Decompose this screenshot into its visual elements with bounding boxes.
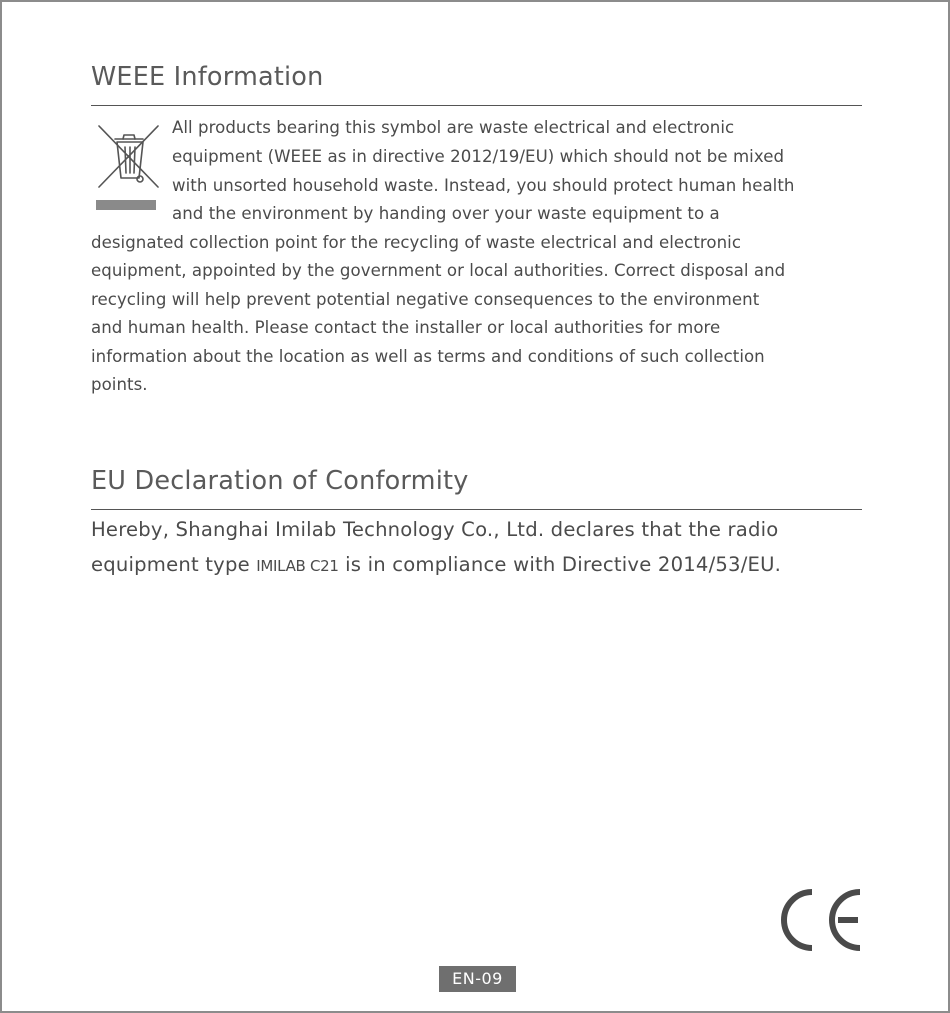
declaration-text-line: Hereby, Shanghai Imilab Technology Co., Ltd. declares that the radio (91, 518, 779, 541)
weee-text-line: with unsorted household waste. Instead, you should protect human health (172, 176, 795, 195)
crossed-out-wheelie-bin-icon (96, 123, 162, 213)
weee-text-line: and human health. Please contact the installer or local authorities for more (91, 318, 721, 337)
weee-text-line: information about the location as well as terms and conditions of such collection (91, 347, 765, 366)
weee-text-line: and the environment by handing over your waste equipment to a (172, 204, 720, 223)
model-name: IMILAB C21 (256, 557, 339, 575)
declaration-prefix: equipment type (91, 553, 250, 576)
declaration-text-line (91, 553, 781, 578)
weee-text-line: equipment, appointed by the government or local authorities. Correct disposal and (91, 261, 786, 280)
weee-text-line: All products bearing this symbol are waste electrical and electronic (172, 118, 735, 137)
weee-text-line: points. (91, 375, 148, 394)
weee-underline-bar (96, 200, 156, 210)
weee-section-title: WEEE Information (91, 62, 324, 92)
ce-mark-icon (776, 887, 864, 953)
weee-text-line: designated collection point for the recycling of waste electrical and electronic (91, 233, 742, 252)
declaration-title-divider (91, 509, 862, 510)
weee-title-divider (91, 105, 862, 106)
weee-text-line: equipment (WEEE as in directive 2012/19/EU) which should not be mixed (172, 147, 785, 166)
page-number-badge: EN-09 (439, 966, 516, 992)
weee-text-line: recycling will help prevent potential negative consequences to the environment (91, 290, 760, 309)
declaration-section-title: EU Declaration of Conformity (91, 466, 469, 496)
declaration-suffix: is in compliance with Directive 2014/53/EU. (345, 553, 782, 576)
